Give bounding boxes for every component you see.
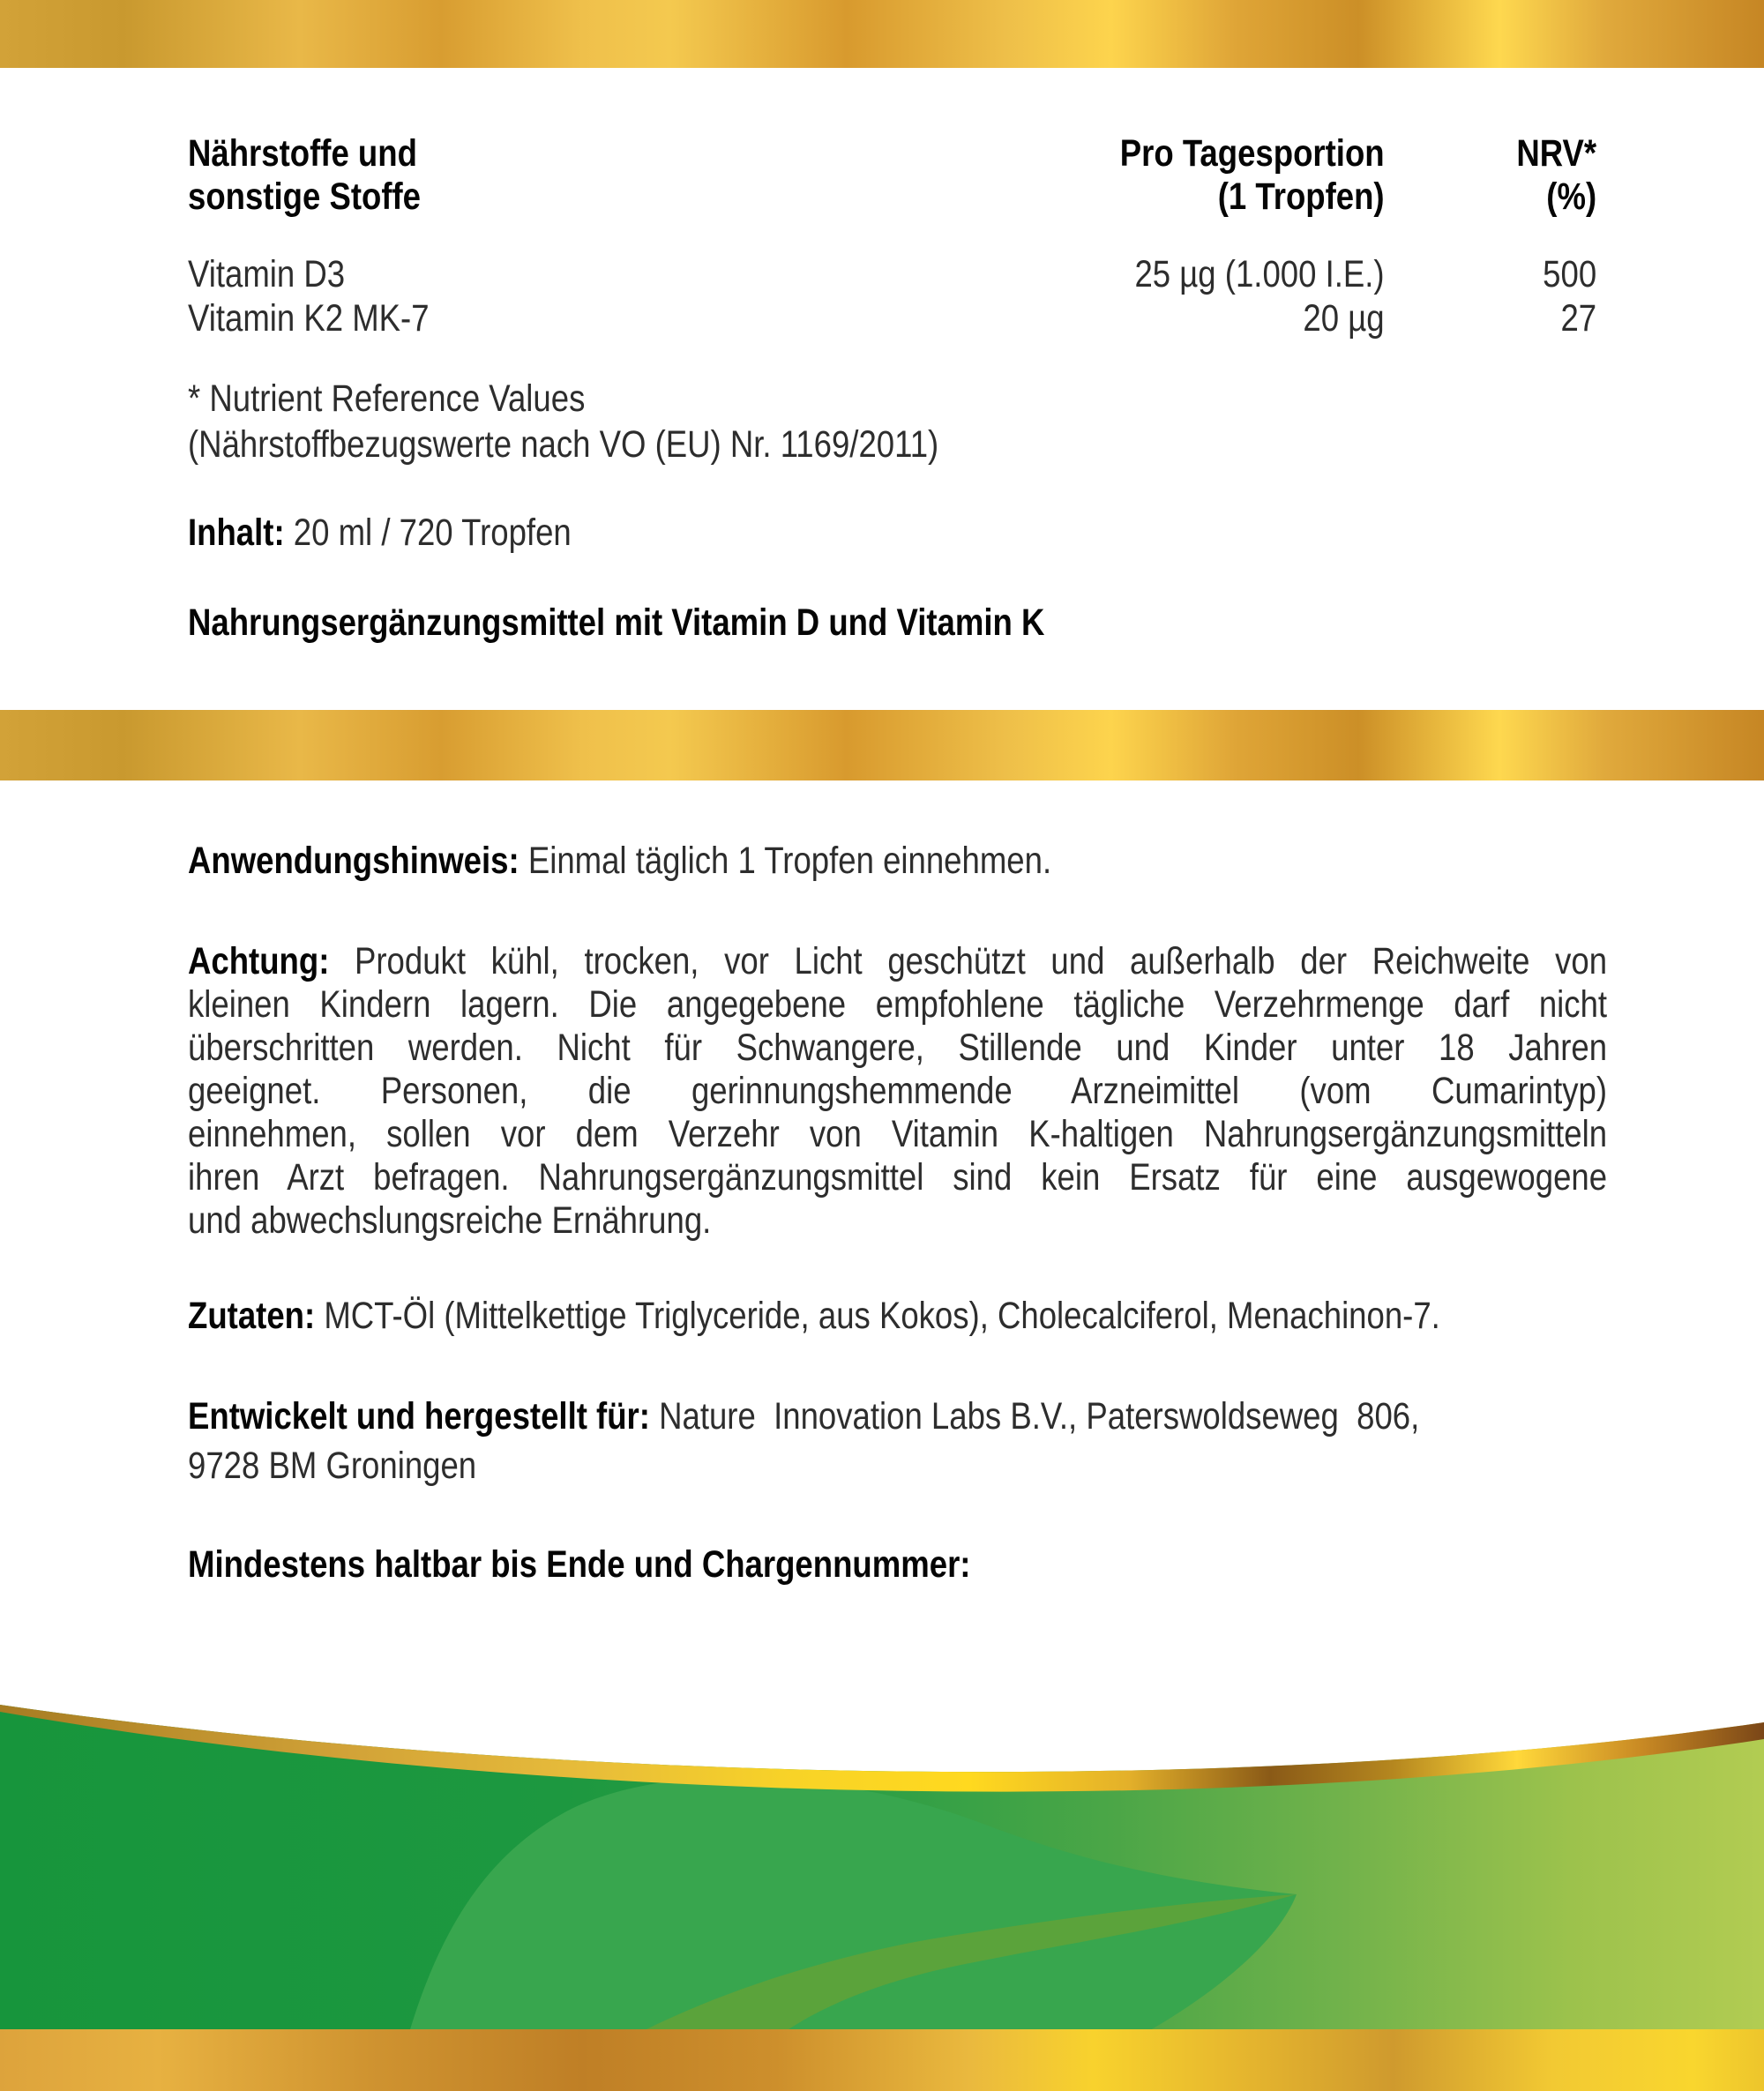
nutrition-col3-header [1072,132,1596,219]
achtung-line1-text: Produkt kühl, trocken, vor Licht geschützt und außerhalb der Reichweite von [355,940,1608,982]
row1-name: Vitamin D3 [188,253,346,295]
hersteller-line1 [188,1392,1607,1441]
row2-name: Vitamin K2 MK-7 [188,297,430,340]
hersteller-label: Entwickelt und hergestellt für: [188,1395,650,1438]
achtung-line: überschritten werden. Nicht für Schwangere, Stillende und Kinder unter 18 Jahren [188,1027,1608,1069]
row1-nrv: 500 [1543,253,1597,295]
anwendung-label: Anwendungshinweis: [188,840,519,882]
inhalt-label: Inhalt: [188,512,285,554]
row2-amount: 20 µg [1303,297,1385,340]
col3-header-line2: (%) [1546,175,1597,218]
label-text-content [188,0,1607,2091]
col3-header-line1: NRV* [1516,132,1597,175]
row2-nrv: 27 [1560,297,1597,340]
hersteller-line2: 9728 BM Groningen [188,1445,477,1487]
inhalt-text: 20 ml / 720 Tropfen [293,512,572,554]
anwendung-paragraph [188,840,1607,883]
hersteller-paragraph [188,1392,1607,1490]
achtung-line [188,940,1607,983]
footnote-line1: * Nutrient Reference Values [188,377,586,420]
achtung-line: ihren Arzt befragen. Nahrungsergänzungsmittel sind kein Ersatz für eine ausgewogene [188,1156,1608,1199]
col2-header-line1: Pro Tagesportion [1119,132,1385,175]
achtung-line: geeignet. Personen, die gerinnungshemmende Arzneimittel (vom Cumarintyp) [188,1070,1608,1112]
col1-header-line2: sonstige Stoffe [188,175,421,218]
product-heading: Nahrungsergänzungsmittel mit Vitamin D und Vitamin K [188,601,1045,644]
zutaten-text: MCT-Öl (Mittelkettige Triglyceride, aus Kokos), Cholecalciferol, Menachinon-7. [324,1295,1440,1337]
zutaten-label: Zutaten: [188,1295,316,1337]
bottom-gold-bar [0,2029,1764,2091]
achtung-label: Achtung: [188,940,330,982]
col2-header-line2: (1 Tropfen) [1217,175,1385,218]
mhd-heading: Mindestens haltbar bis Ende und Chargennummer: [188,1543,971,1586]
inhalt-line [188,512,1607,555]
achtung-line: einnehmen, sollen vor dem Verzehr von Vitamin K-haltigen Nahrungsergänzungsmitteln [188,1113,1608,1155]
hersteller-line1-text: Nature Innovation Labs B.V., Paterswoldseweg 806, [649,1395,1420,1438]
row1-amount: 25 µg (1.000 I.E.) [1134,253,1385,295]
col1-header-line1: Nährstoffe und [188,132,417,175]
anwendung-text: Einmal täglich 1 Tropfen einnehmen. [527,840,1052,882]
zutaten-paragraph [188,1295,1607,1338]
achtung-line: kleinen Kindern lagern. Die angegebene empfohlene tägliche Verzehrmenge darf nicht [188,983,1608,1026]
footnote-line2: (Nährstoffbezugswerte nach VO (EU) Nr. 1169/2011) [188,423,939,466]
achtung-paragraph [188,940,1607,1243]
nrv-footnote [188,376,1607,467]
achtung-line: und abwechslungsreiche Ernährung. [188,1199,712,1242]
